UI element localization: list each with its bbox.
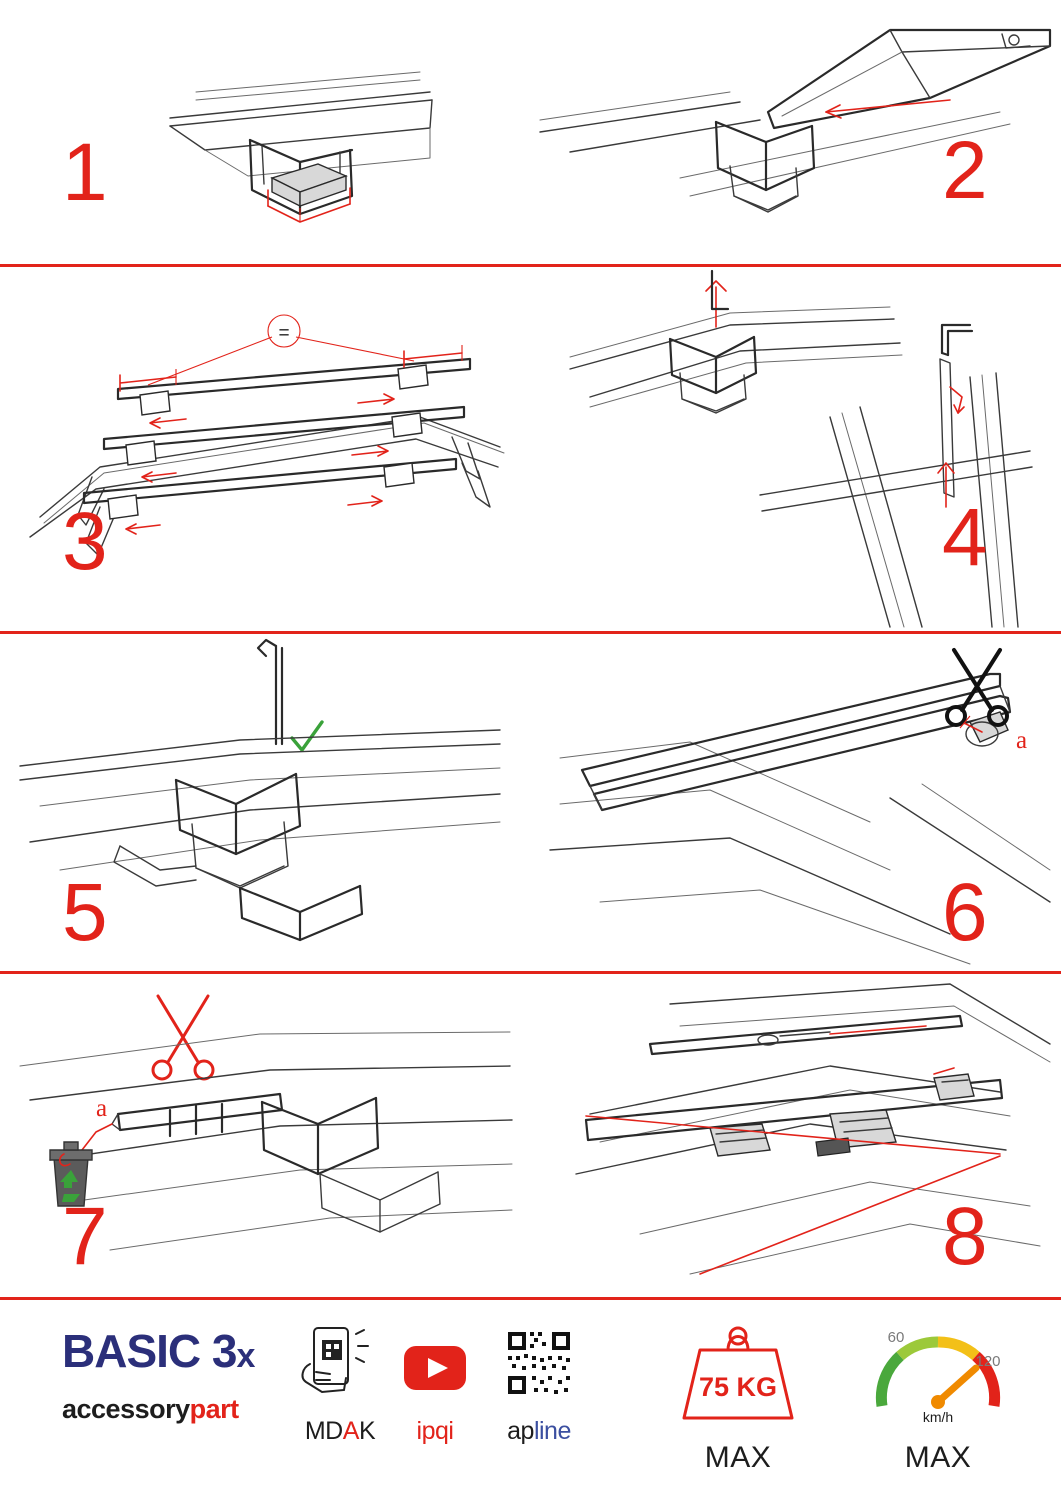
mdak-text-3: K xyxy=(358,1417,376,1445)
step-row-1 xyxy=(0,0,1061,264)
max-load-value: 75 KG xyxy=(698,1372,778,1402)
weight-icon xyxy=(648,1310,828,1432)
product-brand-block xyxy=(62,1325,292,1424)
logo-ipqi-caption: ipqi xyxy=(416,1417,454,1445)
speed-tick-low: 60 xyxy=(887,1329,905,1346)
product-name xyxy=(62,1325,292,1377)
step-number-6: 6 xyxy=(942,867,987,958)
svg-text:=: = xyxy=(278,323,290,344)
step-panel-6 xyxy=(530,634,1061,971)
product-name-text: BASIC 3 xyxy=(62,1325,237,1377)
step-panel-4 xyxy=(530,267,1061,631)
step-panel-8 xyxy=(530,974,1061,1297)
step-panel-7 xyxy=(0,974,530,1297)
step-number-3: 3 xyxy=(62,496,107,587)
step-panel-2 xyxy=(530,0,1061,264)
step-number-1: 1 xyxy=(62,127,107,218)
footer-branding-bar xyxy=(0,1300,1061,1500)
step-number-5: 5 xyxy=(62,867,107,958)
apline-text-2: line xyxy=(533,1417,571,1445)
speed-tick-high: 120 xyxy=(975,1353,1001,1370)
step-number-7: 7 xyxy=(62,1191,107,1282)
hand-phone-qr-icon xyxy=(286,1324,394,1400)
step-number-4: 4 xyxy=(942,492,987,583)
scissors-icon-step7 xyxy=(153,996,213,1079)
mdak-text-1: MD xyxy=(304,1417,343,1445)
max-load-label: MAX xyxy=(704,1441,772,1474)
logo-mdak xyxy=(286,1324,394,1446)
max-load-block xyxy=(648,1310,828,1475)
speed-unit: km/h xyxy=(922,1409,954,1425)
logo-mdak-caption xyxy=(286,1417,394,1446)
max-speed-block xyxy=(848,1310,1028,1475)
step-panel-1 xyxy=(0,0,530,264)
step-row-2 xyxy=(0,267,1061,631)
speedometer-icon xyxy=(848,1310,1028,1432)
product-name-suffix: x xyxy=(236,1337,255,1375)
step-number-2: 2 xyxy=(942,125,987,216)
youtube-play-icon[interactable] xyxy=(396,1324,474,1400)
company-brand-part2: part xyxy=(189,1394,239,1424)
mdak-text-2: A xyxy=(342,1417,359,1445)
company-brand-part1: accessory xyxy=(62,1394,190,1424)
step-number-8: 8 xyxy=(942,1191,987,1282)
company-brand xyxy=(62,1396,292,1423)
qr-code-icon[interactable] xyxy=(474,1324,604,1400)
logo-ipqi[interactable] xyxy=(396,1324,474,1446)
max-speed-label: MAX xyxy=(904,1441,972,1474)
label-a-step6: a xyxy=(1016,727,1028,754)
step-panel-3 xyxy=(0,267,530,631)
logo-apline[interactable] xyxy=(474,1324,604,1446)
apline-text-1: ap xyxy=(507,1417,534,1445)
step-row-3 xyxy=(0,634,1061,971)
label-a-step7: a xyxy=(96,1095,108,1122)
logo-apline-caption xyxy=(474,1417,604,1446)
step-panel-5 xyxy=(0,634,530,971)
step-row-4 xyxy=(0,974,1061,1297)
